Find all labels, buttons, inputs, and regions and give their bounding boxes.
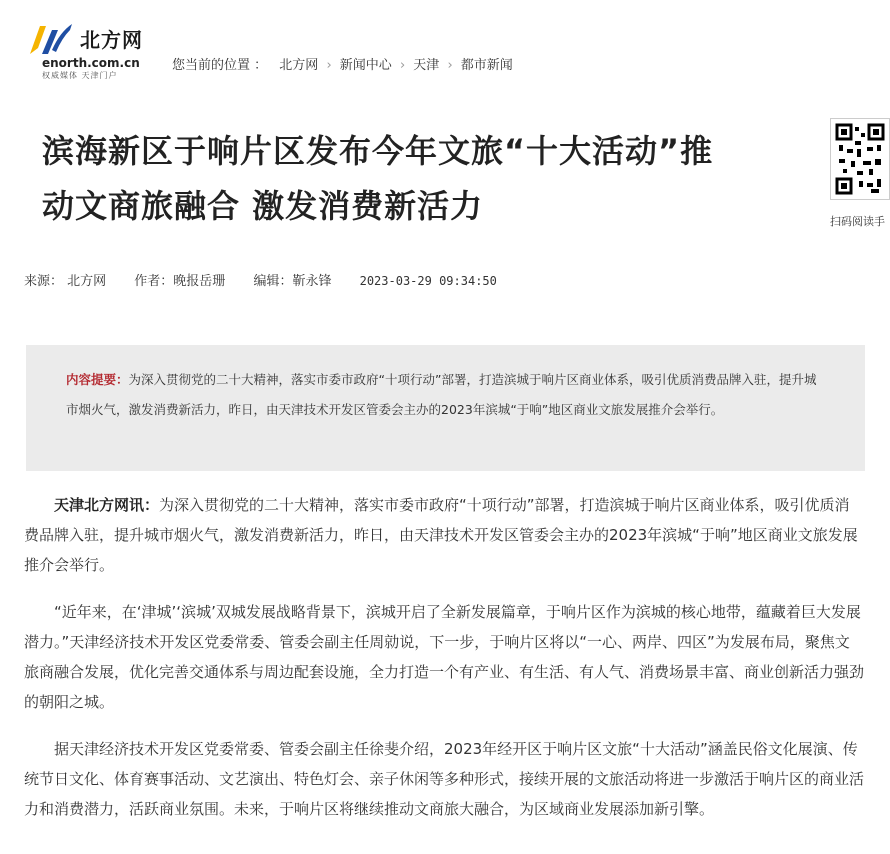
logo-brand: 北方网: [80, 28, 143, 52]
summary-box: [26, 345, 865, 471]
article-lead: 天津北方网讯：: [54, 496, 160, 514]
article-author: 作者：晚报岳珊: [134, 274, 226, 289]
article-meta: [24, 270, 521, 289]
site-logo[interactable]: [24, 14, 164, 80]
logo-mark-icon: [26, 20, 74, 60]
article-title: [42, 124, 802, 234]
article-editor: 编辑：靳永锋: [253, 274, 332, 289]
qr-code-panel: [830, 118, 890, 228]
breadcrumb-city-news-link[interactable]: 都市新闻: [460, 58, 513, 73]
summary-label: 内容提要：: [66, 372, 129, 387]
breadcrumb-tianjin-link[interactable]: 天津: [413, 58, 440, 73]
breadcrumb-news-link[interactable]: 新闻中心: [339, 58, 392, 73]
article-title-line1: 滨海新区于响片区发布今年文旅“十大活动”推: [42, 132, 714, 170]
page-header: [0, 0, 890, 100]
article-paragraph-1-text: 为深入贯彻党的二十大精神，落实市委市政府“十项行动”部署，打造滨城于响片区商业体系，吸引优质消费品牌入驻，提升城市烟火气，激发消费新活力，昨日，由天津技术开发区管委会主办的2023年滨城“于响”地区商业文旅发展推介会举行。: [24, 496, 858, 574]
breadcrumb-home-link[interactable]: 北方网: [279, 58, 319, 73]
article-source: 来源： 北方网: [24, 274, 107, 289]
qr-code-icon: [830, 118, 890, 200]
logo-domain: enorth.com.cn: [42, 56, 140, 70]
article-paragraph: “近年来，在‘津城’‘滨城’双城发展战略背景下，滨城开启了全新发展篇章，于响片区作为滨城的核心地带，蕴藏着巨大发展潜力。”天津经济技术开发区党委常委、管委会副主任周勍说，下一步，于响片区将以“一心、两岸、四区”为发展布局，聚焦文旅商融合发展，优化完善交通体系与周边配套设施，全力打造一个有产业、有生活、有人气、消费场景丰富、商业创新活力强劲的朝阳之城。: [24, 603, 865, 711]
article-paragraph: [24, 490, 864, 580]
qr-code-label: 扫码阅读手: [830, 215, 885, 228]
logo-slogan: 权威媒体 天津门户: [42, 71, 118, 80]
breadcrumb-label: 您当前的位置 ：: [172, 58, 268, 73]
article-paragraph: 据天津经济技术开发区党委常委、管委会副主任徐斐介绍，2023年经开区于响片区文旅“十大活动”涵盖民俗文化展演、传统节日文化、体育赛事活动、文艺演出、特色灯会、亲子休闲等多种形式，接续开展的文旅活动将进一步激活于响片区的商业活力和消费潜力，活跃商业氛围。未来，于响片区将继续推动文商旅大融合，为区域商业发展添加新引擎。: [24, 740, 865, 818]
article-timestamp: 2023-03-29 09:34:50: [359, 274, 497, 288]
breadcrumb: [172, 54, 513, 73]
article-body: [24, 490, 864, 841]
summary-text: 为深入贯彻党的二十大精神，落实市委市政府“十项行动”部署，打造滨城于响片区商业体系，吸引优质消费品牌入驻，提升城市烟火气，激发消费新活力，昨日，由天津技术开发区管委会主办的2023年滨城“于响”地区商业文旅发展推介会举行。: [66, 372, 817, 417]
summary-paragraph: [26, 345, 865, 425]
article-title-line2: 动文商旅融合 激发消费新活力: [42, 187, 484, 225]
chevron-right-icon: ›: [326, 58, 332, 73]
chevron-right-icon: ›: [399, 58, 406, 73]
chevron-right-icon: ›: [447, 58, 453, 73]
